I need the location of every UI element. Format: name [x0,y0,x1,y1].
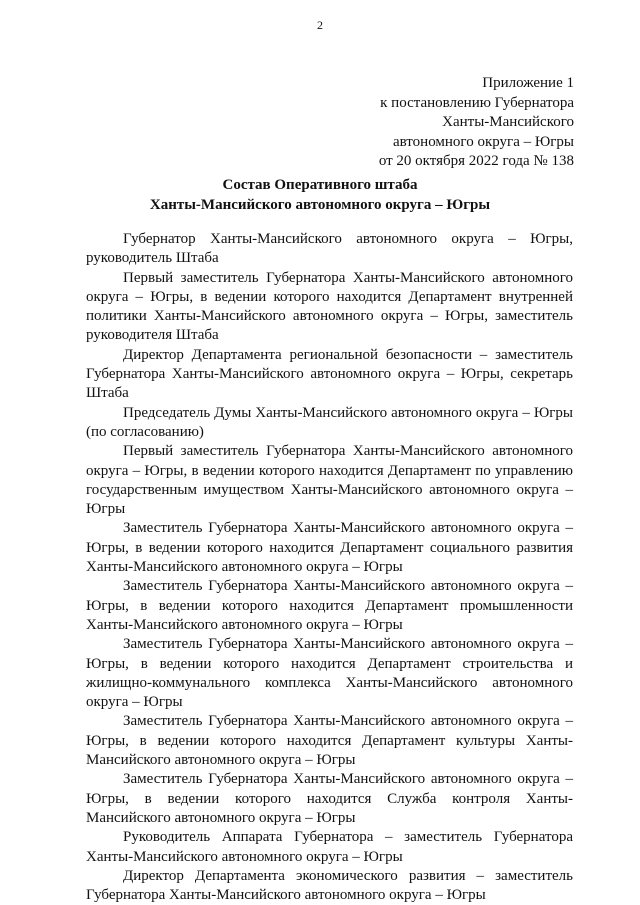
member-paragraph: Заместитель Губернатора Ханты-Мансийского автономного округа – Югры, в ведении которого находится Департамент культуры Ханты-Мансийского автономного округа – Югры [86,713,573,769]
member-paragraph: Директор Департамента региональной безопасности – заместитель Губернатора Ханты-Мансийского автономного округа – Югры, секретарь Штаба [86,346,573,402]
member-paragraph: Директор Департамента экономического развития – заместитель Губернатора Ханты-Мансийского автономного округа – Югры [86,867,573,904]
appendix-line: к постановлению Губернатора [380,94,574,111]
title-line: Состав Оперативного штаба [222,177,418,193]
member-paragraph: Председатель Думы Ханты-Мансийского автономного округа – Югры (по согласованию) [86,404,573,440]
member-paragraph: Заместитель Губернатора Ханты-Мансийского автономного округа – Югры, в ведении которого находится Департамент социального развития Ханты-Мансийского автономного округа – Югры [86,520,573,576]
member-paragraph: Заместитель Губернатора Ханты-Мансийского автономного округа – Югры, в ведении которого находится Департамент строительства и жилищно-коммунального комплекса Ханты-Мансийского автономного округа – Югры [86,636,573,711]
member-paragraph: Руководитель Аппарата Губернатора – заместитель Губернатора Ханты-Мансийского автономного округа – Югры [86,829,573,865]
title-line: Ханты-Мансийского автономного округа – Югры [149,196,491,213]
member-paragraph: Первый заместитель Губернатора Ханты-Мансийского автономного округа – Югры, в ведении которого находится Департамент внутренней политики Ханты-Мансийского автономного округа – Югры, заместитель руководителя Штаба [86,269,573,344]
page-number: 2 [317,18,323,32]
member-paragraph: Губернатор Ханты-Мансийского автономного округа – Югры, руководитель Штаба [86,231,573,267]
member-paragraph: Заместитель Губернатора Ханты-Мансийского автономного округа – Югры, в ведении которого находится Департамент промышленности Ханты-Мансийского автономного округа – Югры [86,578,573,633]
appendix-line: автономного округа – Югры [392,133,574,150]
appendix-line: Приложение 1 [482,75,574,91]
appendix-block [379,74,574,172]
member-paragraph: Заместитель Губернатора Ханты-Мансийского автономного округа – Югры, в ведении которого находится Служба контроля Ханты-Мансийского автономного округа – Югры [86,771,573,826]
document-title [0,176,640,215]
appendix-line: от 20 октября 2022 года № 138 [378,153,574,169]
appendix-line: Ханты-Мансийского [442,114,574,130]
members-list [86,230,573,905]
member-paragraph: Первый заместитель Губернатора Ханты-Мансийского автономного округа – Югры, в ведении которого находится Департамент по управлению государственным имуществом Ханты-Мансийского автономного округа – Югры [86,443,573,518]
